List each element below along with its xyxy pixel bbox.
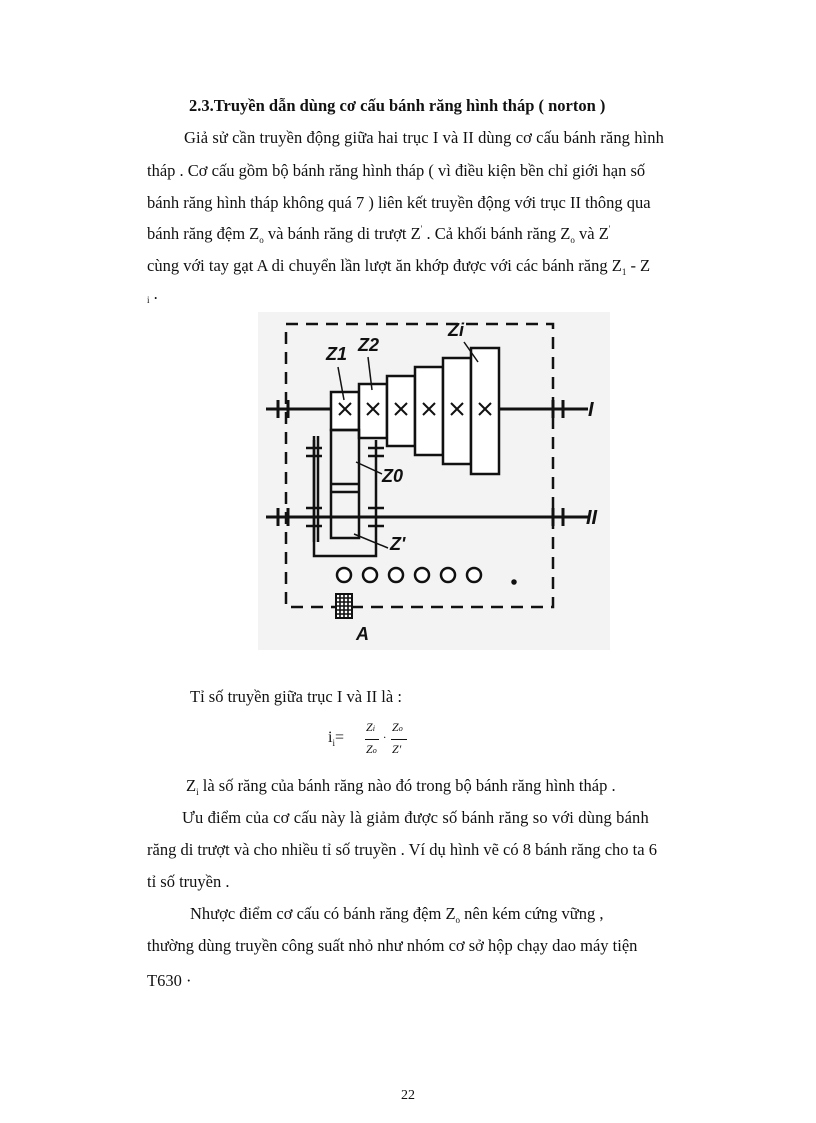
advantage-line-3: tỉ số truyền . — [147, 872, 230, 891]
formula-lhs-sub: i — [332, 738, 335, 748]
label-shaft-ii: II — [586, 507, 598, 529]
subscript: o — [455, 915, 461, 925]
page-number: 22 — [401, 1088, 415, 1103]
intro-text: bánh răng đệm Z — [147, 224, 260, 243]
label-zprime: Z' — [390, 534, 406, 554]
lever-a — [336, 594, 352, 618]
advantage-line-1: Ưu điểm của cơ cấu này là giảm được số bánh răng so với dùng bánh — [182, 808, 649, 827]
intro-text: cùng với tay gạt A di chuyển lần lượt ăn khớp được với các bánh răng Z — [147, 256, 622, 275]
norton-gear-diagram — [258, 312, 610, 650]
formula-lhs-letter: i — [328, 729, 333, 746]
section-heading: 2.3.Truyền dẫn dùng cơ cấu bánh răng hình tháp ( norton ) — [189, 96, 606, 115]
frac1-num — [366, 720, 375, 735]
intro-text: - Z — [626, 256, 651, 275]
frac1-den — [366, 742, 377, 757]
subscript: o — [570, 235, 575, 245]
formula-lhs — [328, 728, 344, 749]
frac1-den-sub: o — [372, 746, 377, 755]
label-shaft-i: I — [588, 399, 594, 421]
disadvantage-line-3: T630 · — [147, 971, 192, 990]
intro-line-1: Giả sử cần truyền động giữa hai trục I và II dùng cơ cấu bánh răng hình — [184, 128, 664, 147]
disadvantage-text: Nhược điểm cơ cấu có bánh răng đệm Z — [190, 904, 456, 923]
superscript: ' — [608, 224, 611, 234]
frac2-den: Z′ — [392, 742, 402, 756]
label-lever-a: A — [356, 624, 369, 644]
label-z0: Z0 — [382, 466, 404, 486]
intro-text: và bánh răng di trượt Z — [263, 224, 421, 243]
intro-line-4 — [147, 224, 610, 246]
intro-line-5 — [147, 256, 650, 278]
frac2-num — [392, 720, 403, 735]
intro-line-2: tháp . Cơ cấu gồm bộ bánh răng hình tháp ( vì điều kiện bền chỉ giới hạn số — [147, 161, 646, 180]
disadvantage-line-2: thường dùng truyền công suất nhỏ như nhóm cơ sở hộp chạy dao máy tiện — [147, 936, 638, 955]
subscript: i — [196, 787, 199, 797]
intro-line-3: bánh răng hình tháp không quá 7 ) liên kết truyền động với trục II thông qua — [147, 193, 651, 212]
subscript: 1 — [621, 267, 627, 277]
frac2-num-letter: Z — [392, 720, 399, 734]
subscript: i — [147, 295, 150, 305]
frac2-num-sub: o — [398, 724, 403, 733]
label-z2: Z2 — [358, 335, 380, 355]
label-zi: Zi — [448, 320, 464, 340]
zi-text: là số răng của bánh răng nào đó trong bộ bánh răng hình tháp . — [198, 776, 616, 795]
disadvantage-text: nên kém cứng vững , — [460, 904, 604, 923]
intro-line-6 — [147, 284, 158, 306]
ratio-formula — [328, 720, 428, 764]
disadvantage-line-1 — [190, 904, 604, 926]
advantage-line-2: răng di trượt và cho nhiều tỉ số truyền . Ví dụ hình vẽ có 8 bánh răng cho ta 6 — [147, 840, 657, 859]
frac1-num-letter: Z — [366, 720, 373, 734]
frac1-den-letter: Z — [366, 742, 373, 756]
intro-text: và Z — [574, 224, 609, 243]
gear-diagram-svg — [258, 312, 610, 650]
zi-letter: Z — [186, 776, 197, 795]
frac2-bar — [391, 739, 407, 740]
zi-definition — [186, 776, 616, 798]
label-z1: Z1 — [326, 344, 348, 364]
formula-dot: · — [383, 730, 386, 744]
intro-text: . — [149, 284, 158, 303]
formula-equals: = — [334, 729, 344, 746]
frac1-num-sub: i — [372, 724, 375, 733]
ratio-intro: Tỉ số truyền giữa trục I và II là : — [190, 687, 402, 706]
intro-text: . Cả khối bánh răng Z — [422, 224, 571, 243]
subscript: o — [259, 235, 264, 245]
figure-background — [258, 312, 610, 650]
superscript: ' — [420, 224, 423, 234]
frac1-bar — [365, 739, 379, 740]
